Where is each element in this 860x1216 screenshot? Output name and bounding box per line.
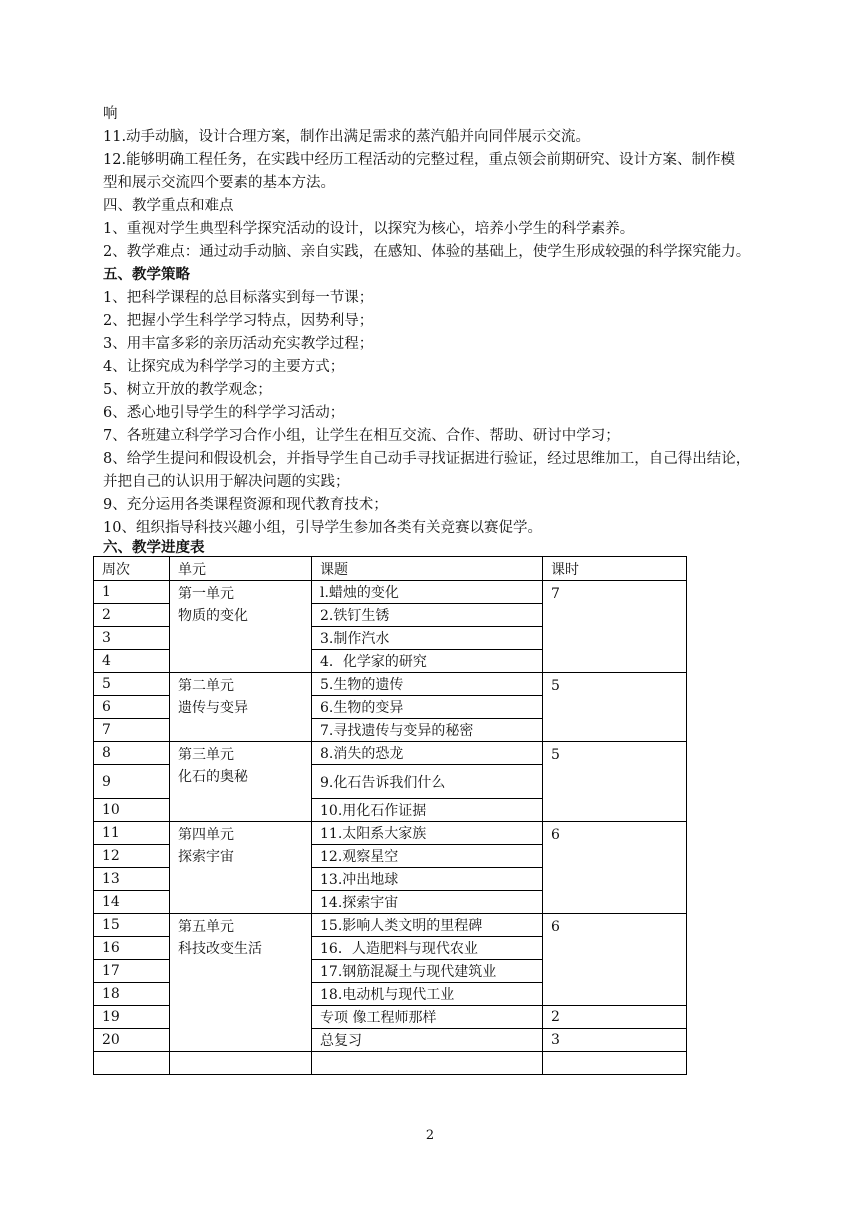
header-week: 周次 [94,557,170,581]
unit-cell [170,673,312,742]
lesson-cell: 15.影响人类文明的里程碑 [312,914,543,937]
text-line: 1、把科学课程的总目标落实到每一节课； [103,290,374,306]
week-cell: 11 [94,822,170,845]
text-line: 10、组织指导科技兴趣小组，引导学生参加各类有关竞赛以赛促学。 [103,520,542,536]
text-line: 4、让探究成为科学学习的主要方式； [103,359,345,375]
schedule-table [93,556,687,1075]
lesson-cell: 12.观察星空 [312,845,543,868]
week-cell: 14 [94,891,170,914]
lesson-cell: 16．人造肥料与现代农业 [312,937,543,960]
lesson-cell: 17.钢筋混凝土与现代建筑业 [312,960,543,983]
lesson-cell: 4．化学家的研究 [312,650,543,673]
week-cell [94,1052,170,1075]
lesson-cell: 9.化石告诉我们什么 [312,765,543,799]
text-line: 3、用丰富多彩的亲历活动充实教学过程； [103,336,374,352]
unit-title: 化石的奥秘 [178,769,248,785]
unit-cell [170,914,312,1052]
unit-number: 第五单元 [178,919,234,935]
hours-cell: 5 [543,742,687,822]
lesson-cell: 2.铁钉生锈 [312,604,543,627]
unit-number: 第一单元 [178,586,234,602]
table-row [94,822,687,845]
unit-cell [170,742,312,822]
page-number: 2 [425,1128,435,1143]
hours-cell: 5 [543,673,687,742]
week-cell: 15 [94,914,170,937]
week-cell: 12 [94,845,170,868]
header-hours: 课时 [543,557,687,581]
header-lesson: 课题 [312,557,543,581]
text-line: 11.动手动脑，设计合理方案，制作出满足需求的蒸汽船并向同伴展示交流。 [103,129,591,145]
week-cell: 18 [94,983,170,1006]
week-cell: 17 [94,960,170,983]
lesson-cell: 18.电动机与现代工业 [312,983,543,1006]
unit-cell [170,581,312,673]
unit-title: 科技改变生活 [178,941,262,957]
text-line: 5、树立开放的教学观念； [103,382,272,398]
hours-cell: 2 [543,1006,687,1029]
text-line: 9、充分运用各类课程资源和现代教育技术； [103,497,388,513]
lesson-cell: 10.用化石作证据 [312,799,543,822]
unit-cell [170,1052,312,1075]
unit-cell [170,822,312,914]
week-cell: 2 [94,604,170,627]
lesson-cell: 6.生物的变异 [312,696,543,719]
text-line: 1、重视对学生典型科学探究活动的设计，以探究为核心，培养小学生的科学素养。 [103,221,635,237]
unit-number: 第二单元 [178,678,234,694]
hours-cell [543,1052,687,1075]
week-cell: 20 [94,1029,170,1052]
lesson-cell [312,1052,543,1075]
table-row [94,742,687,765]
table-row [94,914,687,937]
week-cell: 8 [94,742,170,765]
table-row [94,673,687,696]
lesson-cell: l.蜡烛的变化 [312,581,543,604]
unit-number: 第四单元 [178,827,234,843]
lesson-cell: 3.制作汽水 [312,627,543,650]
hours-cell: 6 [543,914,687,1006]
text-line: 型和展示交流四个要素的基本方法。 [103,175,335,191]
unit-number: 第三单元 [178,747,234,763]
header-unit: 单元 [170,557,312,581]
week-cell: 6 [94,696,170,719]
week-cell: 5 [94,673,170,696]
text-line: 2、教学难点：通过动手动脑、亲自实践，在感知、体验的基础上，使学生形成较强的科学探究能力。 [103,244,751,260]
week-cell: 10 [94,799,170,822]
table-row [94,1052,687,1075]
hours-cell: 7 [543,581,687,673]
table-row [94,581,687,604]
text-line: 8、给学生提问和假设机会，并指导学生自己动手寻找证据进行验证，经过思维加工，自己得出结论， [103,451,751,467]
text-line: 并把自己的认识用于解决问题的实践； [103,474,350,490]
table-header-row [94,557,687,581]
hours-cell: 6 [543,822,687,914]
lesson-cell: 11.太阳系大家族 [312,822,543,845]
lesson-cell: 13.冲出地球 [312,868,543,891]
lesson-cell: 总复习 [312,1029,543,1052]
section-heading: 四、教学重点和难点 [103,198,234,214]
text-line: 6、悉心地引导学生的科学学习活动； [103,405,345,421]
lesson-cell: 5.生物的遗传 [312,673,543,696]
section-heading: 五、教学策略 [103,266,190,283]
section-heading: 六、教学进度表 [103,539,205,556]
text-line: 7、各班建立科学学习合作小组，让学生在相互交流、合作、帮助、研讨中学习； [103,428,620,444]
lesson-cell: 专项 像工程师那样 [312,1006,543,1029]
week-cell: 7 [94,719,170,742]
week-cell: 19 [94,1006,170,1029]
lesson-cell: 8.消失的恐龙 [312,742,543,765]
week-cell: 16 [94,937,170,960]
text-line: 2、把握小学生科学学习特点，因势利导； [103,313,374,329]
text-line: 响 [103,106,118,122]
week-cell: 3 [94,627,170,650]
week-cell: 9 [94,765,170,799]
unit-title: 物质的变化 [178,608,248,624]
week-cell: 13 [94,868,170,891]
week-cell: 1 [94,581,170,604]
unit-title: 遗传与变异 [178,700,248,716]
hours-cell: 3 [543,1029,687,1052]
lesson-cell: 7.寻找遗传与变异的秘密 [312,719,543,742]
unit-title: 探索宇宙 [178,849,234,865]
text-line: 12.能够明确工程任务，在实践中经历工程活动的完整过程，重点领会前期研究、设计方案、制作模 [103,152,736,168]
lesson-cell: 14.探索宇宙 [312,891,543,914]
week-cell: 4 [94,650,170,673]
